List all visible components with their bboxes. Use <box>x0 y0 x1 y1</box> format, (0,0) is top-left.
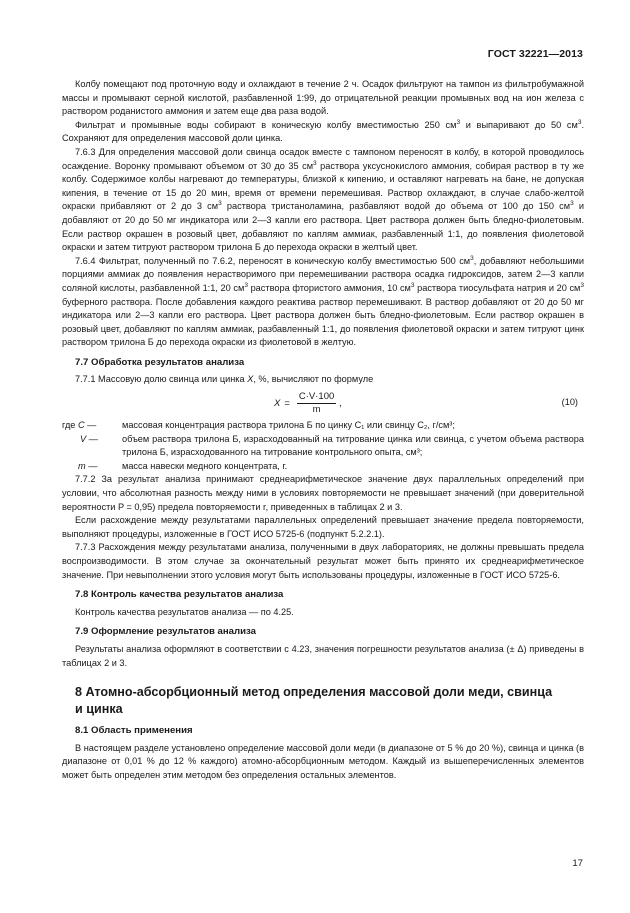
paragraph-7-7-2: 7.7.2 За результат анализа принимают среднеарифметическое значение двух параллельных определений при условии, что абсолютная разность между ними в условиях повторяемости не превышает значений (при доверительной вероятности P = 0,95) предела повторяемости r, приведенных в таблицах 2 и 3. <box>62 474 584 512</box>
formula-legend <box>62 419 584 473</box>
paragraph-7-8: Контроль качества результатов анализа — по 4.25. <box>75 606 294 617</box>
variable: C <box>77 420 85 431</box>
legend-row-c <box>62 419 584 433</box>
superscript: 3 <box>470 254 474 262</box>
text-run: , %, вычисляют по формуле <box>253 374 374 385</box>
section-title-8-line2: и цинка <box>75 702 123 717</box>
text-run: буферного раствора. После добавления каждого реактива раствор перемешивают. В раствор добавляют от 20 до 50 мг индикатора или 2—3 капли его раствора. Цвет раствора должен быть бледно-фиолетовым. Если раствор окрашен в розовый цвет, добавляют по каплям аммиак, разбавленный 1:1, до появления фиолетовой окраски и затем титруют цинк раствором трилона Б до перехода окраски из фиолетовой в желтую. <box>62 296 584 348</box>
section-title-8-1: 8.1 Область применения <box>75 725 193 737</box>
document-header-code: ГОСТ 32221—2013 <box>487 48 583 60</box>
superscript: 3 <box>218 200 222 208</box>
text-run: 7.6.4 Фильтрат, полученный по 7.6.2, переносят в коническую колбу вместимостью 500 см <box>75 255 471 266</box>
paragraph-7-6-4 <box>62 255 584 350</box>
paragraph-8-1: В настоящем разделе установлено определение массовой доли меди (в диапазоне от 5 % до 20 %), свинца и цинка (в диапазоне от 0,01 % до 12 % каждого) атомно-абсорбционным методом. Каждый из вышеперечисленных элементов может быть определен этим методом без определения остальных элементов. <box>62 742 584 780</box>
text-run: , добавляют небольшими порциями аммиак до появления нерастворимого при перемешивании раствора осадка гидроксидов, затем 2—3 капли соляной кислоты, разбавленной 1:1, 20 см <box>62 255 584 293</box>
text-run: — <box>84 420 97 431</box>
document-body <box>62 78 584 783</box>
formula-number: (10) <box>561 397 578 408</box>
paragraph-7-7-3: 7.7.3 Расхождения между результатами анализа, полученными в двух лабораториях, не должны превышать предела воспроизводимости. В этом случае за окончательный результат может быть принято их среднеарифметическое значение. При невыполнении этого условия могут быть использованы процедуры, изложенные в ГОСТ ИСО 5725-6. <box>62 542 584 580</box>
legend-symbol <box>62 419 122 433</box>
paragraph-7-7-1 <box>62 373 584 387</box>
page-number: 17 <box>572 858 583 869</box>
formula-lhs: X <box>274 397 281 409</box>
section-title-7-9: 7.9 Оформление результатов анализа <box>75 626 256 638</box>
formula-numerator: C·V·100 <box>298 391 335 403</box>
superscript: 3 <box>580 281 584 289</box>
section-title-8-line1: 8 Атомно-абсорбционный метод определения массовой доли меди, свинца <box>75 685 553 700</box>
section-title-7-7: 7.7 Обработка результатов анализа <box>75 356 245 368</box>
paragraph-repeatability: Если расхождение между результатами параллельных определений превышает значение предела повторяемости, выполняют процедуры, изложенные в ГОСТ ИСО 5725-6 (подпункт 5.2.2.1). <box>62 515 584 539</box>
variable-x: X <box>247 374 254 385</box>
formula-expression <box>274 391 342 416</box>
paragraph-7-6-3 <box>62 146 584 255</box>
paragraph-filtering: Колбу помещают под проточную воду и охлаждают в течение 2 ч. Осадок фильтруют на тампон из фильтробумажной массы и промывают серной кислотой, разбавленной 1:99, до отрицательной реакции промывных вод на ион железа с раствором роданистого аммония и затем еще два раза водой. <box>62 79 584 117</box>
paragraph-filtrate <box>62 119 584 146</box>
legend-symbol <box>62 433 122 460</box>
text-run: 7.7.1 Массовую долю свинца или цинка <box>75 374 248 385</box>
formula-fraction <box>297 391 336 416</box>
superscript: 3 <box>577 118 582 126</box>
variable: m <box>78 460 86 471</box>
text-run: раствора тристаноламина, разбавляют водой до объема от 100 до 150 см <box>221 201 571 212</box>
legend-text: массовая концентрация раствора трилона Б по цинку C₁ или свинцу C₂, г/см³; <box>122 420 455 431</box>
text-run: раствора уксуснокислого аммония, собирая раствор в ту же колбу. Содержимое колбы нагревают до температуры, близкой к кипению, и оставляют нагревать на бане, не допуская кипения, в течение от 15 до 20 мин, время от времени перемешивая. Раствор охлаждают, в случае слабо-желтой окраски прибавляют от 2 до 3 см <box>62 160 584 212</box>
paragraph-7-9: Результаты анализа оформляют в соответствии с 4.23, значения погрешности результатов анализа (± Δ) приведены в таблицах 2 и 3. <box>62 643 584 668</box>
legend-symbol <box>62 460 122 474</box>
legend-row-m <box>62 460 584 474</box>
superscript: 3 <box>570 200 574 208</box>
superscript: 3 <box>456 118 461 126</box>
text-run: — <box>85 460 98 471</box>
formula-10 <box>62 389 584 419</box>
section-title-8 <box>62 684 584 718</box>
text-run: и выпаривают до 50 см <box>460 119 578 130</box>
formula-tail: , <box>339 397 342 409</box>
text-run: Фильтрат и промывные воды собирают в коническую колбу вместимостью 250 см <box>75 119 457 130</box>
section-title-7-8: 7.8 Контроль качества результатов анализа <box>75 589 284 601</box>
text-run: где <box>62 420 78 431</box>
variable: V <box>80 433 87 444</box>
text-run: 7.6.3 Для определения массовой доли свинца осадок вместе с тампоном переносят в колбу, в которой проводилось осаждение. Воронку промывают объемом от 30 до 35 см <box>62 146 584 171</box>
text-run: — <box>86 433 98 444</box>
text-run: раствора тиосульфата натрия и 20 см <box>414 282 581 293</box>
legend-text: объем раствора трилона Б, израсходованный на титрование цинка или свинца, с учетом объема раствора трилона Б, израсходованного на титрование контрольного опыта, см³; <box>122 433 584 458</box>
legend-text: масса навески медного концентрата, г. <box>122 460 288 471</box>
formula-equals: = <box>284 397 290 409</box>
superscript: 3 <box>313 159 317 167</box>
superscript: 3 <box>244 281 248 289</box>
text-run: . Сохраняют для определения массовой доли цинка. <box>62 119 584 144</box>
text-run: и добавляют от 20 до 50 мг индикатора или 2—3 капли его раствора. Цвет раствора должен быть бледно-фиолетовым. Если раствор окрашен в розовый цвет, добавляют по каплям аммиак, разбавленный 1:1, до появления фиолетовой окраски и затем титруют раствором трилона Б до перехода окраски в желтый цвет. <box>62 201 584 253</box>
legend-row-v <box>62 433 584 460</box>
superscript: 3 <box>410 281 415 289</box>
text-run: раствора фтористого аммония, 10 см <box>247 282 411 293</box>
formula-denominator: m <box>312 404 321 416</box>
